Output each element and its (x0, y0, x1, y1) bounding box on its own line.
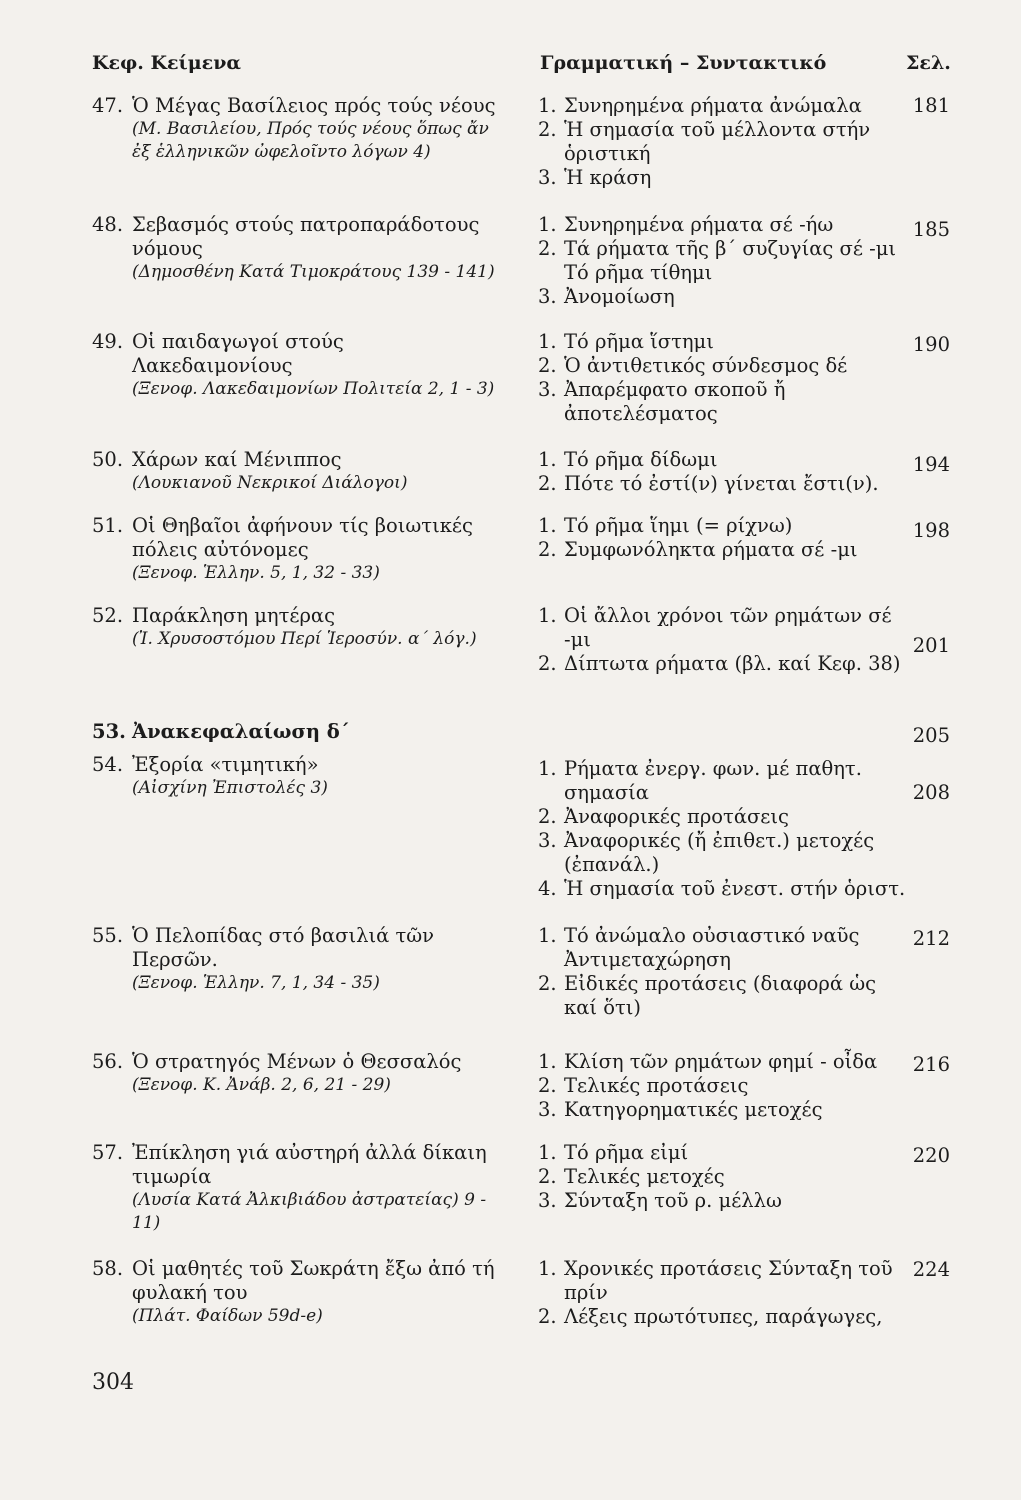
grammar-item: 2. Ὁ ἀντιθετικός σύνδεσμος δέ (538, 354, 848, 377)
grammar-item: 1. Τό ρῆμα ἵημι (= ρίχνω) (538, 514, 793, 537)
grammar-item: 1. Ρήματα ἐνεργ. φων. μέ παθητ. σημασία (538, 757, 862, 804)
grammar-item: 2. Δίπτωτα ρήματα (βλ. καί Κεφ. 38) (538, 652, 901, 675)
entry-source: (Ξενοφ. Λακεδαιμονίων Πολιτεία 2, 1 - 3) (132, 379, 495, 399)
grammar-item: 1. Συνηρημένα ρήματα σέ -ήω (538, 213, 834, 236)
entry-number: 48. (92, 213, 124, 236)
entry-source: (Ξενοφ. Ἑλλην. 7, 1, 34 - 35) (132, 973, 380, 993)
grammar-item: 2. Τελικές προτάσεις (538, 1074, 749, 1097)
grammar-item: 3. Ἀνομοίωση (538, 285, 675, 308)
grammar-item: 2. Τελικές μετοχές (538, 1165, 725, 1188)
entry-title: 56. Ὁ στρατηγός Μένων ὁ Θεσσαλός (92, 1050, 462, 1073)
entry-source: (Ξενοφ. Ἑλλην. 5, 1, 32 - 33) (132, 563, 380, 583)
entry-source: (Λυσία Κατά Ἀλκιβιάδου ἀστρατείας) 9 - 11) (132, 1190, 487, 1233)
entry-source: (Πλάτ. Φαίδων 59d-e) (132, 1306, 323, 1326)
entry-title: 53. Ἀνακεφαλαίωση δ΄ (92, 720, 350, 743)
grammar-item: 1. Συνηρημένα ρήματα ἀνώμαλα (538, 94, 862, 117)
entry-source: (Ξενοφ. Κ. Ἀνάβ. 2, 6, 21 - 29) (132, 1075, 391, 1095)
column-header-grammar: Γραμματική – Συντακτικό (540, 52, 827, 74)
entry-number: 47. (92, 94, 124, 117)
entry-page-number: 224 (912, 1258, 950, 1281)
entry-title: 55. Ὁ Πελοπίδας στό βασιλιά τῶν Περσῶν. (92, 924, 435, 971)
entry-number: 56. (92, 1050, 124, 1073)
entry-page-number: 185 (912, 218, 950, 241)
entry-source: (Ἰ. Χρυσοστόμου Περί Ἱεροσύν. α΄ λόγ.) (132, 629, 477, 649)
grammar-item: 2. Τά ρήματα τῆς β΄ συζυγίας σέ -μι Τό ρῆμα τίθημι (538, 237, 897, 284)
grammar-item: 1. Τό ἀνώμαλο οὐσιαστικό ναῦς Ἀντιμεταχώρηση (538, 924, 860, 971)
entry-page-number: 201 (912, 634, 950, 657)
entry-title: 50. Χάρων καί Μένιππος (92, 448, 342, 471)
entry-title: 57. Ἐπίκληση γιά αὐστηρή ἀλλά δίκαιη τιμωρία (92, 1141, 487, 1188)
entry-page-number: 208 (912, 781, 950, 804)
grammar-item: 1. Τό ρῆμα ἵστημι (538, 330, 714, 353)
entry-number: 53. (92, 720, 126, 743)
entry-number: 55. (92, 924, 124, 947)
entry-page-number: 220 (912, 1144, 950, 1167)
entry-page-number: 190 (912, 333, 950, 356)
entry-title: 49. Οἱ παιδαγωγοί στούς Λακεδαιμονίους (92, 330, 344, 377)
entry-source: (Αἰσχίνη Ἐπιστολές 3) (132, 778, 328, 798)
page-number-footer: 304 (92, 1370, 134, 1395)
entry-title: 54. Ἐξορία «τιμητική» (92, 753, 319, 776)
entry-page-number: 181 (912, 94, 950, 117)
entry-title: 51. Οἱ Θηβαῖοι ἀφήνουν τίς βοιωτικές πόλεις αὐτόνομες (92, 514, 473, 561)
grammar-item: 2. Ἡ σημασία τοῦ μέλλοντα στήν ὁριστική (538, 118, 871, 165)
entry-page-number: 212 (912, 927, 950, 950)
entry-title: 48. Σεβασμός στούς πατροπαράδοτους νόμους (92, 213, 480, 260)
column-header-texts: Κεφ. Κείμενα (92, 52, 242, 74)
entry-page-number: 205 (912, 724, 950, 747)
grammar-item: 2. Ἀναφορικές προτάσεις (538, 805, 789, 828)
entry-title: 52. Παράκληση μητέρας (92, 604, 336, 627)
grammar-item: 1. Οἱ ἄλλοι χρόνοι τῶν ρημάτων σέ -μι (538, 604, 892, 651)
entry-number: 50. (92, 448, 124, 471)
grammar-item: 2. Λέξεις πρωτότυπες, παράγωγες, (538, 1305, 883, 1328)
entry-source: (Δημοσθένη Κατά Τιμοκράτους 139 - 141) (132, 262, 495, 282)
entry-number: 49. (92, 330, 124, 353)
entry-title: 47. Ὁ Μέγας Βασίλειος πρός τούς νέους (92, 94, 496, 117)
entry-page-number: 194 (912, 453, 950, 476)
entry-page-number: 198 (912, 519, 950, 542)
grammar-item: 3. Ἀπαρέμφατο σκοποῦ ἤ ἀποτελέσματος (538, 378, 786, 425)
grammar-item: 3. Ἀναφορικές (ἤ ἐπιθετ.) μετοχές (ἐπανάλ.) (538, 829, 875, 876)
entry-number: 58. (92, 1257, 124, 1280)
entry-number: 51. (92, 514, 124, 537)
grammar-item: 1. Τό ρῆμα εἰμί (538, 1141, 689, 1164)
entry-number: 57. (92, 1141, 124, 1164)
grammar-item: 3. Κατηγορηματικές μετοχές (538, 1098, 823, 1121)
grammar-item: 3. Σύνταξη τοῦ ρ. μέλλω (538, 1189, 782, 1212)
entry-page-number: 216 (912, 1053, 950, 1076)
entry-number: 52. (92, 604, 124, 627)
grammar-item: 2. Συμφωνόληκτα ρήματα σέ -μι (538, 538, 858, 561)
entry-source: (Μ. Βασιλείου, Πρός τούς νέους ὅπως ἄν ἐξ ἑλληνικῶν ὠφελοῖντο λόγων 4) (132, 119, 489, 162)
grammar-item: 2. Εἰδικές προτάσεις (διαφορά ὡς καί ὅτι) (538, 972, 877, 1019)
entry-source: (Λουκιανοῦ Νεκρικοί Διάλογοι) (132, 473, 408, 493)
grammar-item: 3. Ἡ κράση (538, 166, 652, 189)
grammar-item: 1. Τό ρῆμα δίδωμι (538, 448, 718, 471)
entry-number: 54. (92, 753, 124, 776)
column-header-page: Σελ. (906, 52, 951, 74)
grammar-item: 4. Ἡ σημασία τοῦ ἐνεστ. στήν ὁριστ. (538, 877, 906, 900)
entry-title: 58. Οἱ μαθητές τοῦ Σωκράτη ἔξω ἀπό τή φυλακή του (92, 1257, 495, 1304)
grammar-item: 1. Χρονικές προτάσεις Σύνταξη τοῦ πρίν (538, 1257, 893, 1304)
grammar-item: 1. Κλίση τῶν ρημάτων φημί - οἶδα (538, 1050, 878, 1073)
grammar-item: 2. Πότε τό ἐστί(ν) γίνεται ἔστι(ν). (538, 472, 879, 495)
